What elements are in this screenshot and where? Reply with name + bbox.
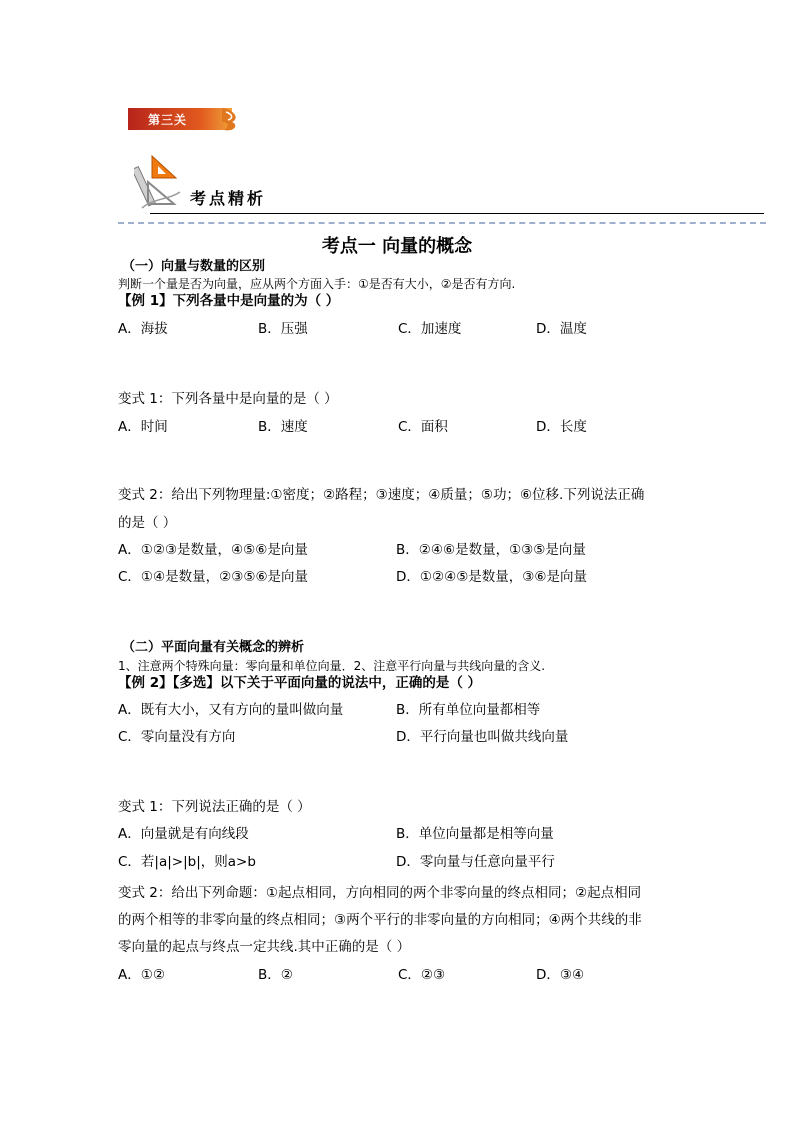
example2-option-b: B．所有单位向量都相等 bbox=[396, 702, 541, 718]
p1-variant1-option-b: B．速度 bbox=[258, 419, 308, 435]
topic-title: 考点一 向量的概念 bbox=[321, 236, 473, 257]
example2-stem: 【例 2】【多选】以下关于平面向量的说法中，正确的是（ ） bbox=[118, 675, 482, 691]
p1-variant1-stem: 变式 1：下列各量中是向量的是（ ） bbox=[118, 391, 338, 407]
section-badge bbox=[128, 104, 240, 134]
p2-variant2-line1: 变式 2：给出下列命题：①起点相同，方向相同的两个非零向量的终点相同；②起点相同 bbox=[118, 885, 642, 901]
p1-variant2-stem-line2: 的是（ ） bbox=[118, 515, 177, 531]
part2-note: 1、注意两个特殊向量：零向量和单位向量．2、注意平行向量与共线向量的含义. bbox=[118, 659, 546, 673]
p1-variant2-option-a: A．①②③是数量，④⑤⑥是向量 bbox=[118, 542, 308, 558]
header-title: 考点精析 bbox=[190, 189, 267, 208]
p2-variant2-option-b: B．② bbox=[258, 967, 293, 983]
p1-variant1-option-c: C．面积 bbox=[398, 419, 448, 435]
p2-variant2-line2: 的两个相等的非零向量的终点相同；③两个平行的非零向量的方向相同；④两个共线的非 bbox=[118, 912, 642, 928]
example1-option-b: B．压强 bbox=[258, 321, 308, 337]
part2-heading: （二）平面向量有关概念的辨析 bbox=[122, 640, 305, 655]
example1-option-d: D．温度 bbox=[536, 321, 587, 337]
part1-heading: （一）向量与数量的区别 bbox=[122, 259, 266, 274]
p2-variant2-option-d: D．③④ bbox=[536, 967, 585, 983]
badge-label: 第三关 bbox=[148, 113, 188, 127]
ruler-triangle-icon bbox=[134, 152, 184, 212]
p1-variant2-stem-line1: 变式 2：给出下列物理量:①密度；②路程；③速度；④质量；⑤功；⑥位移.下列说法正确 bbox=[118, 487, 645, 503]
p2-variant2-line3: 零向量的起点与终点一定共线.其中正确的是（ ） bbox=[118, 939, 411, 955]
p1-variant1-option-a: A．时间 bbox=[118, 419, 168, 435]
p2-variant1-option-d: D．零向量与任意向量平行 bbox=[396, 854, 555, 870]
p1-variant1-option-d: D．长度 bbox=[536, 419, 587, 435]
example1-stem: 【例 1】下列各量中是向量的为（ ） bbox=[118, 293, 340, 309]
p1-variant2-option-d: D．①②④⑤是数量，③⑥是向量 bbox=[396, 569, 588, 585]
p2-variant1-option-b: B．单位向量都是相等向量 bbox=[396, 826, 554, 842]
p1-variant2-option-b: B．②④⑥是数量，①③⑤是向量 bbox=[396, 542, 586, 558]
example1-option-c: C．加速度 bbox=[398, 321, 462, 337]
part1-note: 判断一个量是否为向量，应从两个方面入手：①是否有大小，②是否有方向. bbox=[118, 277, 516, 291]
p2-variant1-stem: 变式 1：下列说法正确的是（ ） bbox=[118, 799, 311, 815]
example2-option-a: A．既有大小，又有方向的量叫做向量 bbox=[118, 702, 344, 718]
header-dashed-rule bbox=[118, 222, 766, 224]
p1-variant2-option-c: C．①④是数量，②③⑤⑥是向量 bbox=[118, 569, 309, 585]
example2-option-d: D．平行向量也叫做共线向量 bbox=[396, 729, 569, 745]
p2-variant2-option-a: A．①② bbox=[118, 967, 165, 983]
header-rule bbox=[150, 213, 764, 214]
p2-variant1-option-a: A．向量就是有向线段 bbox=[118, 826, 249, 842]
example2-option-c: C．零向量没有方向 bbox=[118, 729, 236, 745]
p2-variant1-option-c: C．若|a|>|b|，则a>b bbox=[118, 854, 256, 870]
example1-option-a: A．海拔 bbox=[118, 321, 168, 337]
flame-icon bbox=[220, 104, 242, 134]
p2-variant2-option-c: C．②③ bbox=[398, 967, 446, 983]
